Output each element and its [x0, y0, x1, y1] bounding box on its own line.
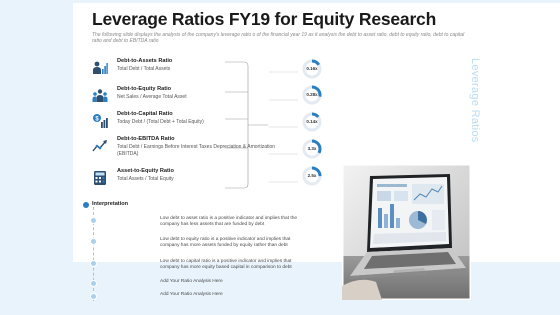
interpretation-label: Interpretation: [92, 201, 129, 207]
ratio-item-debt-to-equity: [92, 86, 332, 110]
interpretation-text: Low debt to asset ratio is a positive indicator and implies that the company has less assets that are funded by debt: [160, 216, 298, 227]
page-title: Leverage Ratios FY19 for Equity Research: [92, 9, 437, 29]
ratio-gauge: [302, 59, 322, 79]
svg-text:$: $: [95, 116, 99, 123]
interpretation-text: Low debt to capital ratio is a positive indicator and implies that company has more equity based capital in comparison to debt: [160, 259, 292, 270]
ratio-name: Asset-to-Equity Ratio: [117, 168, 174, 174]
ratio-name: Debt-to-Equity Ratio: [117, 86, 172, 92]
people-chart-icon: [92, 60, 108, 76]
ratio-formula: Net Sales / Average Total Asset: [117, 94, 187, 100]
gauge-value: 2.5x: [307, 173, 317, 178]
dollar-chart-icon: [92, 113, 108, 129]
interpretation-text: Low debt to equity ratio is a positive indicator and implies that company has more assets funded by equity rather than debt: [160, 237, 291, 248]
side-title-text: Leverage Ratios: [469, 58, 481, 143]
gauge-value: 3.3x: [307, 146, 317, 151]
interpretation-text: Add Your Ratio Analysis Here: [160, 279, 223, 284]
ratio-name: Debt-to-Capital Ratio: [117, 111, 173, 117]
ratio-item-debt-to-assets: [92, 58, 332, 82]
gauge-value: 0.16x: [306, 66, 318, 71]
bullet: [90, 217, 97, 224]
ratio-formula: Total Debt / Total Assets: [117, 66, 171, 72]
gauge-value: 0.28x: [306, 92, 318, 97]
bullet: [90, 260, 97, 267]
ratio-formula: Total Assets / Total Equity: [117, 176, 174, 182]
ratio-name: Debt-to-EBITDA Ratio: [117, 136, 175, 142]
page-subtitle: The following slide displays the analysis of the company's leverage ratio o of the financial year 19 as it analysis the debt to asset ratio, debt to equity ratio, debt to capital ratio and debt to EBITDA ratio: [92, 32, 465, 45]
bullet: [90, 293, 97, 300]
gauge-value: 0.14x: [306, 119, 318, 124]
laptop-image: [342, 164, 471, 300]
ratio-item-asset-to-equity: [92, 168, 332, 192]
ratio-gauge: [302, 112, 322, 132]
group-icon: [92, 88, 108, 104]
ratio-gauge: [302, 166, 322, 186]
ratio-name: Debt-to-Assets Ratio: [117, 58, 173, 64]
interpretation-text: Add Your Ratio Analysis Here: [160, 292, 223, 297]
ratio-formula: Total Debt / Earnings Before Interest Taxes Depreciation & Amortization (EBITDA): [117, 144, 276, 157]
ratio-item-debt-to-capital: [92, 111, 332, 135]
ratio-formula: Today Debt / (Total Debt + Total Equity): [117, 119, 204, 125]
interpretation-dot: [83, 202, 89, 208]
side-title: [470, 58, 484, 148]
bullet: [90, 238, 97, 245]
ratio-item-debt-to-ebitda: [92, 136, 332, 160]
bullet: [90, 280, 97, 287]
calculator-icon: [92, 170, 108, 186]
ratio-gauge: [302, 85, 322, 105]
growth-icon: [92, 138, 108, 154]
ratio-gauge: [302, 139, 322, 159]
